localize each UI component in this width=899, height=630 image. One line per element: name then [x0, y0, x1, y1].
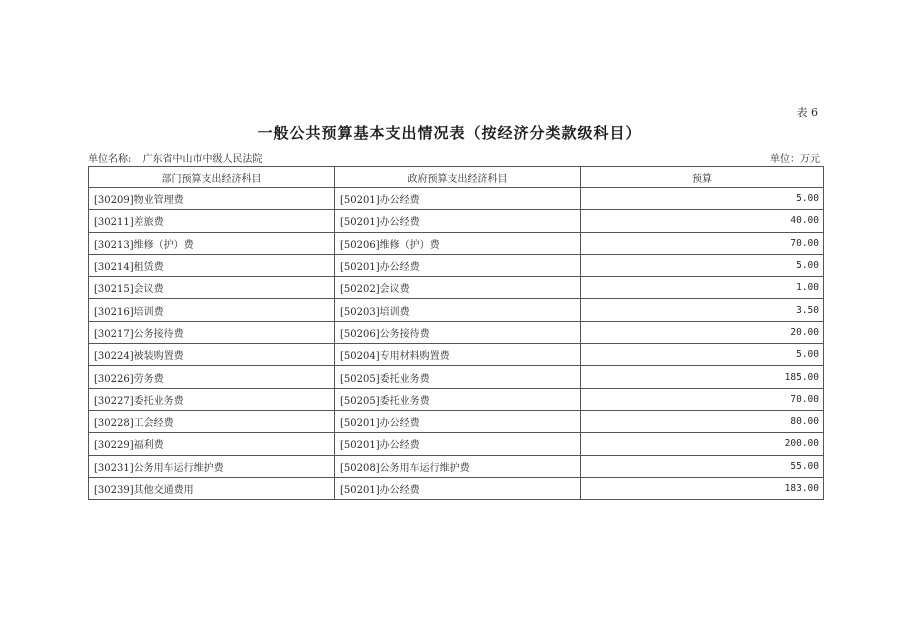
- budget-amount-cell: 70.00: [581, 388, 824, 410]
- currency-unit: 单位：万元: [770, 154, 820, 165]
- gov-item-cell: [50203]培训费: [335, 299, 581, 321]
- budget-amount-cell: 20.00: [581, 321, 824, 343]
- budget-amount-cell: 80.00: [581, 410, 824, 432]
- dept-item-cell: [30215]会议费: [89, 277, 335, 299]
- table-row: [89, 344, 824, 366]
- gov-item-cell: [50201]办公经费: [335, 477, 581, 499]
- budget-amount-cell: 55.00: [581, 455, 824, 477]
- table-row: [89, 455, 824, 477]
- table-number: 表 6: [796, 106, 818, 119]
- table-row: [89, 210, 824, 232]
- gov-item-cell: [50201]办公经费: [335, 410, 581, 432]
- dept-item-cell: [30211]差旅费: [89, 210, 335, 232]
- meta-row: [88, 150, 820, 165]
- gov-item-cell: [50202]会议费: [335, 277, 581, 299]
- dept-item-cell: [30227]委托业务费: [89, 388, 335, 410]
- table-row: [89, 321, 824, 343]
- gov-item-cell: [50204]专用材料购置费: [335, 344, 581, 366]
- gov-item-cell: [50208]公务用车运行维护费: [335, 455, 581, 477]
- header-dept-item: 部门预算支出经济科目: [89, 167, 335, 188]
- budget-amount-cell: 40.00: [581, 210, 824, 232]
- header-budget: 预算: [581, 167, 824, 188]
- dept-item-cell: [30224]被装购置费: [89, 344, 335, 366]
- dept-item-cell: [30228]工会经费: [89, 410, 335, 432]
- gov-item-cell: [50206]公务接待费: [335, 321, 581, 343]
- table-row: [89, 477, 824, 499]
- table-row: [89, 254, 824, 276]
- table-row: [89, 188, 824, 210]
- table-row: [89, 410, 824, 432]
- document-title: 一般公共预算基本支出情况表（按经济分类款级科目）: [257, 124, 642, 142]
- unit-name: 广东省中山市中级人民法院: [142, 154, 263, 165]
- header-gov-item: 政府预算支出经济科目: [335, 167, 581, 188]
- unit-name-label: 单位名称:: [88, 154, 132, 165]
- gov-item-cell: [50201]办公经费: [335, 188, 581, 210]
- dept-item-cell: [30229]福利费: [89, 433, 335, 455]
- table-body: [89, 188, 824, 500]
- table-row: [89, 232, 824, 254]
- budget-amount-cell: 5.00: [581, 188, 824, 210]
- table-row: [89, 433, 824, 455]
- gov-item-cell: [50205]委托业务费: [335, 366, 581, 388]
- budget-amount-cell: 200.00: [581, 433, 824, 455]
- budget-table: [88, 166, 824, 500]
- dept-item-cell: [30231]公务用车运行维护费: [89, 455, 335, 477]
- budget-amount-cell: 185.00: [581, 366, 824, 388]
- unit-info: [88, 150, 263, 165]
- budget-amount-cell: 70.00: [581, 232, 824, 254]
- dept-item-cell: [30226]劳务费: [89, 366, 335, 388]
- budget-amount-cell: 183.00: [581, 477, 824, 499]
- table-row: [89, 366, 824, 388]
- dept-item-cell: [30214]租赁费: [89, 254, 335, 276]
- budget-amount-cell: 3.50: [581, 299, 824, 321]
- dept-item-cell: [30239]其他交通费用: [89, 477, 335, 499]
- table-row: [89, 277, 824, 299]
- gov-item-cell: [50205]委托业务费: [335, 388, 581, 410]
- table-row: [89, 388, 824, 410]
- table-header-row: [89, 167, 824, 188]
- gov-item-cell: [50201]办公经费: [335, 254, 581, 276]
- dept-item-cell: [30216]培训费: [89, 299, 335, 321]
- gov-item-cell: [50201]办公经费: [335, 210, 581, 232]
- table-row: [89, 299, 824, 321]
- budget-amount-cell: 5.00: [581, 254, 824, 276]
- gov-item-cell: [50206]维修（护）费: [335, 232, 581, 254]
- budget-amount-cell: 5.00: [581, 344, 824, 366]
- dept-item-cell: [30217]公务接待费: [89, 321, 335, 343]
- gov-item-cell: [50201]办公经费: [335, 433, 581, 455]
- dept-item-cell: [30209]物业管理费: [89, 188, 335, 210]
- budget-amount-cell: 1.00: [581, 277, 824, 299]
- dept-item-cell: [30213]维修（护）费: [89, 232, 335, 254]
